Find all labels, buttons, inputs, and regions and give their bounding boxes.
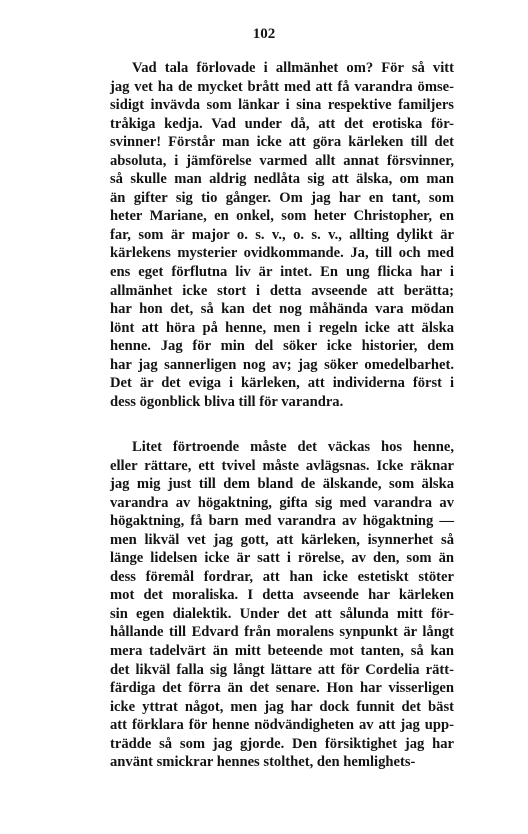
text-line: hållande till Edvard från moralens synpunkt är långt [110,624,454,641]
text-line: Det är det eviga i kärleken, att individerna först i [110,375,454,392]
text-line: ens eget förflutna liv är intet. En ung flicka har i [110,264,454,281]
text-line: sin egen dialektik. Under det att sålunda mitt för- [110,605,454,622]
text-line: sidigt invävda som länkar i sina respektive familjers [110,97,454,114]
text-line: jag mig just till dem bland de älskande, som älska [110,476,454,493]
text-line: har jag sannerligen nog av; jag söker omedelbarhet. [110,356,454,373]
text-line: använt smickrar hennes stolthet, den hemlighets- [110,754,416,771]
text-line: eller rättare, ett tvivel måste avlägsnas. Icke räknar [110,457,454,474]
text-line: far, som är major o. s. v., o. s. v., allting dylikt är [110,226,454,243]
text-line: jag vet ha de mycket brått med att få varandra ömse- [110,78,454,95]
text-line: Litet förtroende måste det väckas hos henne, [132,439,454,455]
text-line: kärlekens mysterier ovidkommande. Ja, till och med [110,245,454,262]
text-line: att förklara för henne nödvändigheten av att jag upp- [110,717,454,734]
text-line: tråkiga kedja. Vad under då, att det erotiska för- [110,115,454,132]
text-line: varandra av högaktning, gifta sig med varandra av [110,494,454,511]
text-line: icke yttrat något, men jag har dock funnit det bäst [110,698,454,715]
text-line: än gifter sig tio gånger. Om jag har en tant, som [110,189,454,206]
text-line: mot det moraliska. I detta avseende har kärleken [110,587,454,604]
text-line: absoluta, i jämförelse varmed allt annat försvinner, [110,152,454,169]
text-line: mera tadelvärt än mitt beteende mot tanten, så kan [110,643,454,660]
text-line: så skulle man aldrig nedlåta sig att älska, om man [110,171,454,188]
paragraph-2 [110,438,454,772]
text-line: lönt att höra på henne, men i regeln icke att älska [110,319,454,336]
text-line: henne. Jag för min del söker icke historier, dem [110,338,454,355]
text-line: har hon det, så kan det nog måhända vara mödan [110,301,454,318]
text-line: länge lidelsen icke är satt i rörelse, av den, som än [110,550,454,567]
text-line: svinner! Förstår man icke att göra kärleken till det [110,134,454,151]
text-line: högaktning, få barn med varandra av högaktning — [110,513,454,530]
text-line: det likväl falla sig långt lättare att för Cordelia rätt- [110,661,454,678]
text-line: färdiga det förra än det senare. Hon har visserligen [110,680,454,697]
page-number: 102 [252,26,276,42]
text-line: heter Mariane, en onkel, som heter Christopher, en [110,208,454,225]
text-line: dess ögonblick bliva till för varandra. [110,393,344,410]
text-line: dess föremål fordrar, att han icke estetiskt stöter [110,568,454,585]
text-line: allmänhet icke stort i detta avseende att berätta; [110,282,454,299]
text-line: trädde så som jag gjorde. Den försiktighet jag har [110,735,454,752]
paragraph-1 [110,59,454,411]
text-line: men likväl vet jag gott, att kärleken, isynnerhet så [110,531,454,548]
text-line: Vad tala förlovade i allmänhet om? För så vitt [132,60,454,76]
